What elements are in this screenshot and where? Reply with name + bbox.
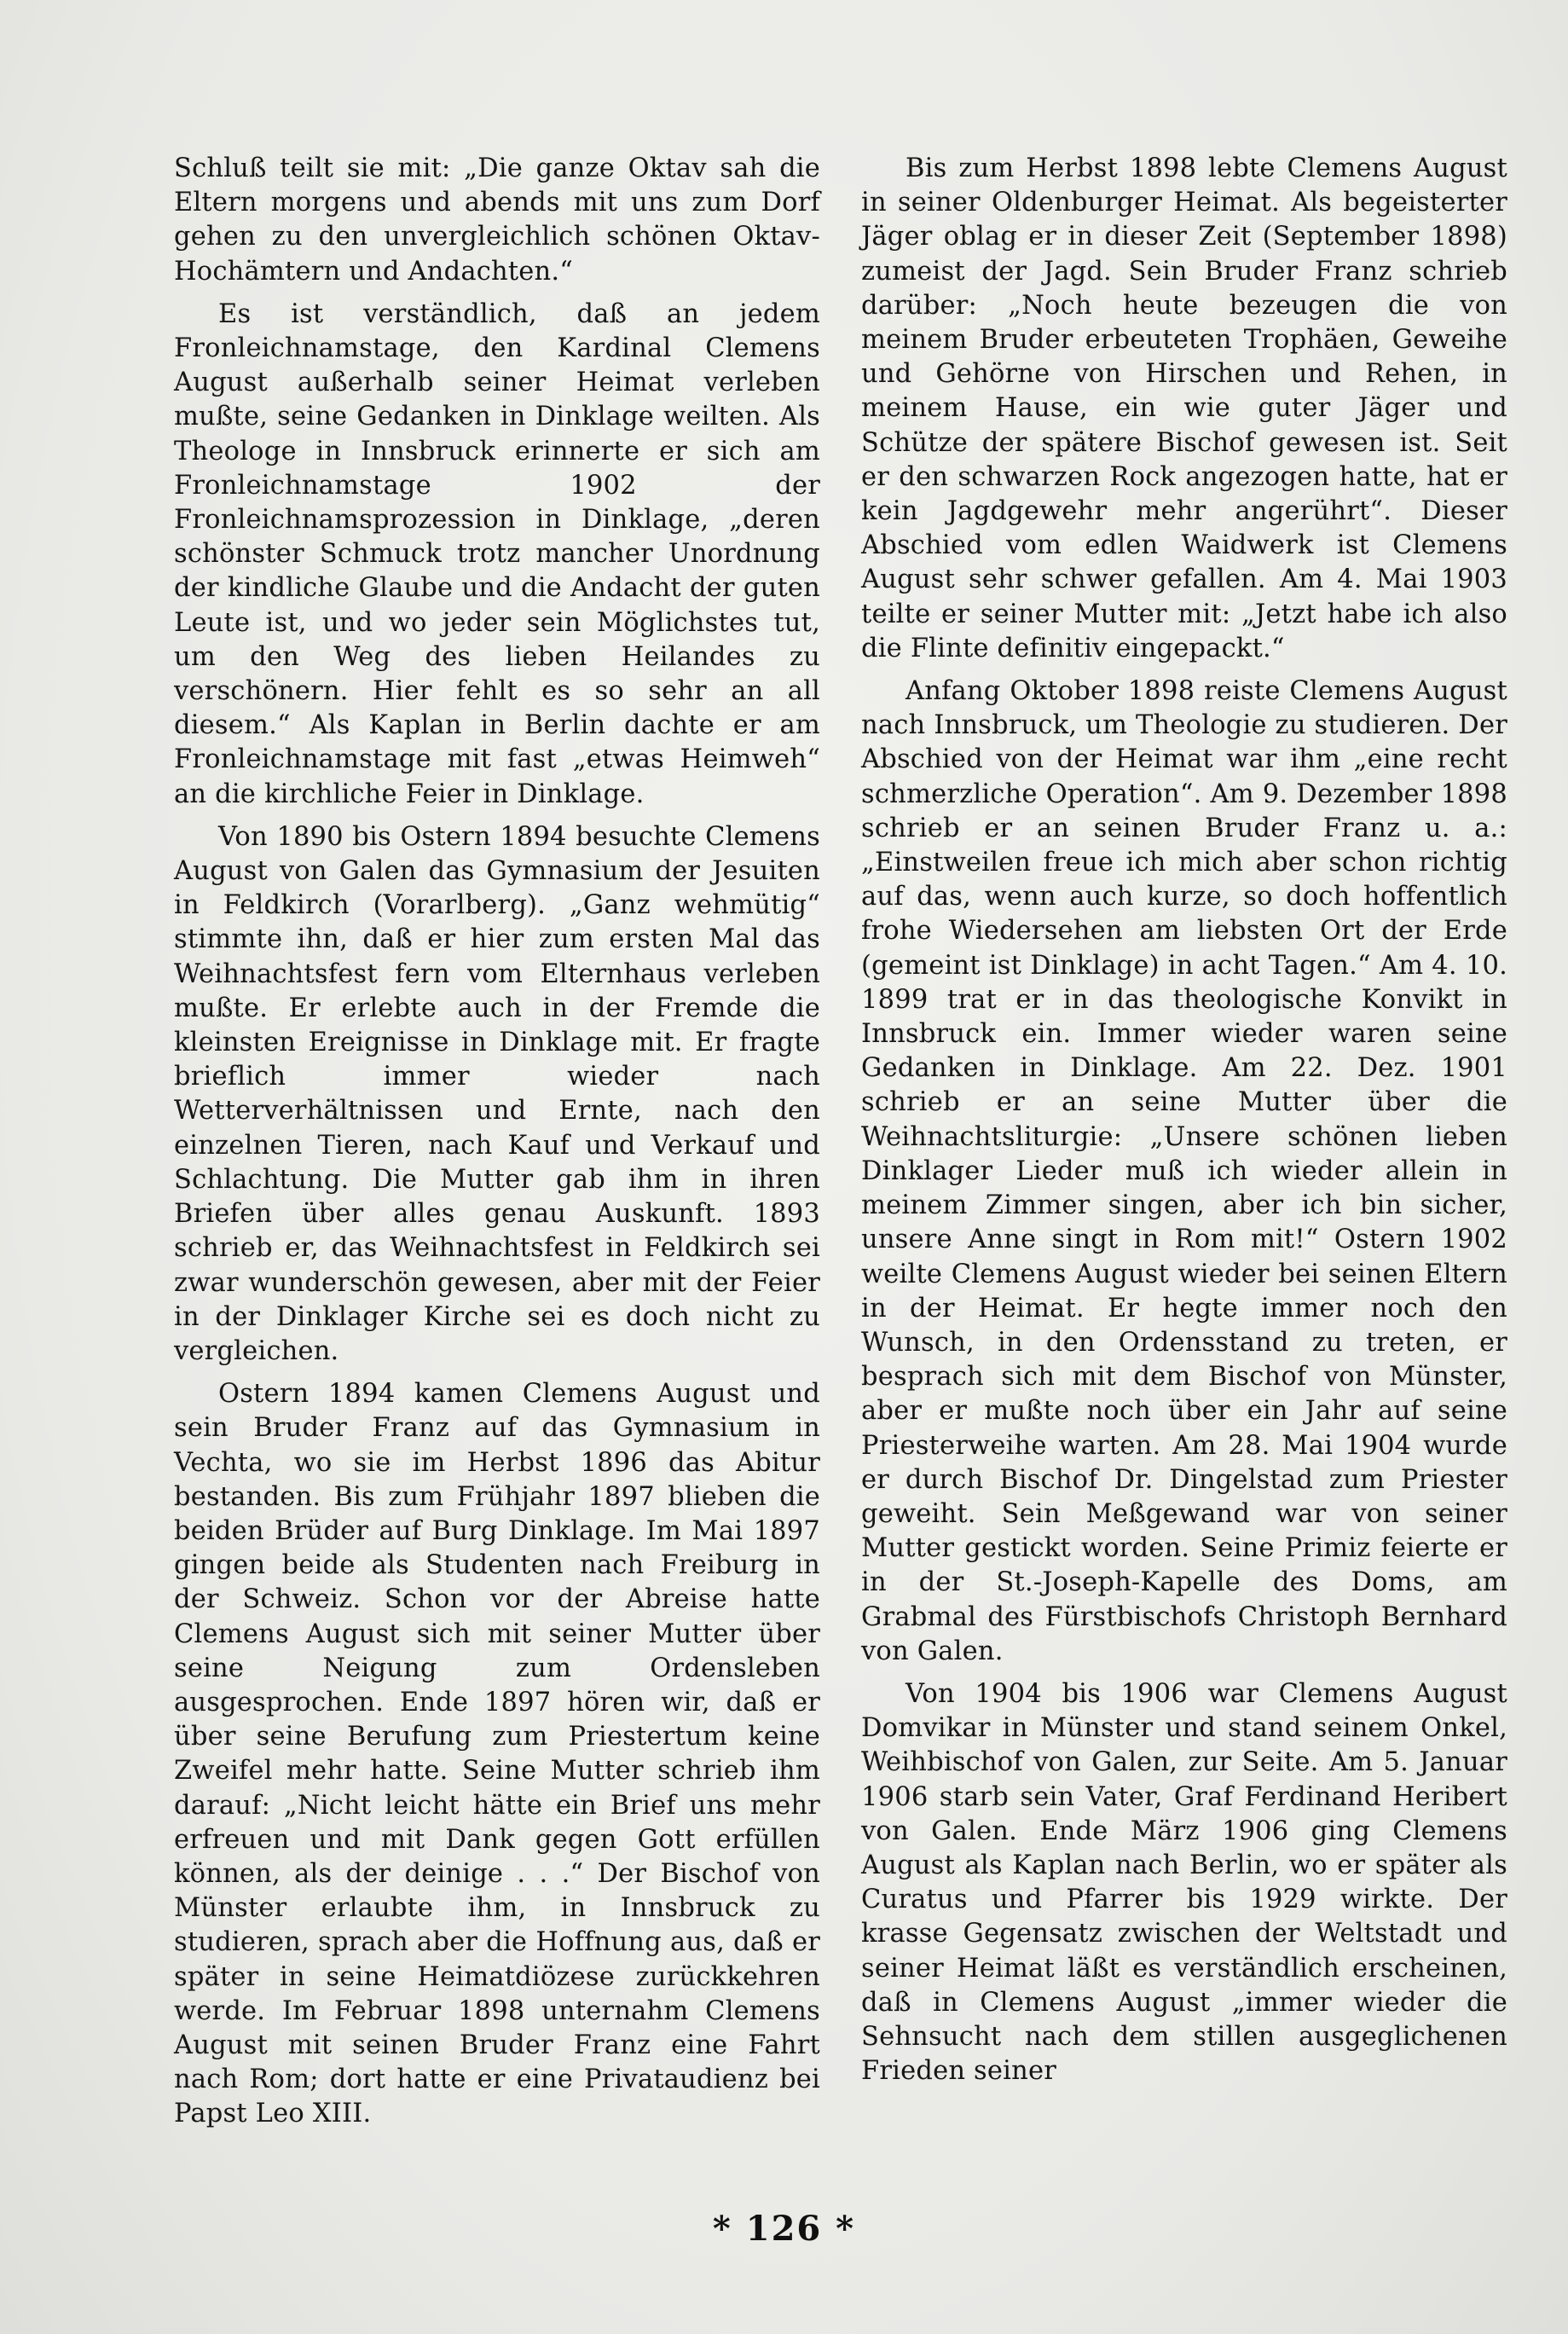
page-number: * 126 *: [712, 2209, 856, 2249]
paragraph: Ostern 1894 kamen Clemens August und sein Bruder Franz auf das Gymnasium in Vechta, wo sie im Herbst 1896 das Abitur bestanden. Bis zum Frühjahr 1897 blieben die beiden Brüder auf Burg Dinklage. Im Mai 1897 gingen beide als Studenten nach Freiburg in der Schweiz. Schon vor der Abreise hatte Clemens August sich mit seiner Mutter über seine Neigung zum Ordensleben ausgesprochen. Ende 1897 hören wir, daß er über seine Berufung zum Priestertum keine Zweifel mehr hatte. Seine Mutter schrieb ihm darauf: „Nicht leicht hätte ein Brief uns mehr erfreuen und mit Dank gegen Gott erfüllen können, als der deinige . . .“ Der Bischof von Münster erlaubte ihm, in Innsbruck zu studieren, sprach aber die Hoffnung aus, daß er später in seine Heimatdiözese zurückkehren werde. Im Februar 1898 unternahm Clemens August mit seinen Bruder Franz eine Fahrt nach Rom; dort hatte er eine Privataudienz bei Papst Leo XIII.: [174, 1379, 820, 2129]
paragraph: Schluß teilt sie mit: „Die ganze Oktav sah die Eltern morgens und abends mit uns zum Dorf gehen zu den unvergleichlich schönen Oktav-Hochämtern und Andachten.“: [174, 153, 820, 287]
paragraph: Von 1890 bis Ostern 1894 besuchte Clemens August von Galen das Gymnasium der Jesuiten in Feldkirch (Vorarlberg). „Ganz wehmütig“ stimmte ihn, daß er hier zum ersten Mal das Weihnachtsfest fern vom Elternhaus verleben mußte. Er erlebte auch in der Fremde die kleinsten Ereignisse in Dinklage mit. Er fragte brieflich immer wieder nach Wetterverhältnissen und Ernte, nach den einzelnen Tieren, nach Kauf und Verkauf und Schlachtung. Die Mutter gab ihm in ihren Briefen über alles genau Auskunft. 1893 schrieb er, das Weihnachtsfest in Feldkirch sei zwar wunderschön gewesen, aber mit der Feier in der Dinklager Kirche sei es doch nicht zu vergleichen.: [174, 821, 820, 1366]
paragraph: Bis zum Herbst 1898 lebte Clemens August in seiner Oldenburger Heimat. Als begeisterter Jäger oblag er in dieser Zeit (September 1898) zumeist der Jagd. Sein Bruder Franz schrieb darüber: „Noch heute bezeugen die von meinem Bruder erbeuteten Trophäen, Geweihe und Gehörne von Hirschen und Rehen, in meinem Hause, ein wie guter Jäger und Schütze der spätere Bischof gewesen ist. Seit er den schwarzen Rock angezogen hatte, hat er kein Jagdgewehr mehr angerührt“. Dieser Abschied vom edlen Waidwerk ist Clemens August sehr schwer gefallen. Am 4. Mai 1903 teilte er seiner Mutter mit: „Jetzt habe ich also die Flinte definitiv eingepackt.“: [861, 153, 1507, 663]
left-text-column: [174, 152, 820, 2132]
paragraph: Anfang Oktober 1898 reiste Clemens August nach Innsbruck, um Theologie zu studieren. Der Abschied von der Heimat war ihm „eine recht schmerzliche Operation“. Am 9. Dezember 1898 schrieb er an seinen Bruder Franz u. a.: „Einstweilen freue ich mich aber schon richtig auf das, wenn auch kurze, so doch hoffentlich frohe Wiedersehen am liebsten Ort der Erde (gemeint ist Dinklage) in acht Tagen.“ Am 4. 10. 1899 trat er in das theologische Konvikt in Innsbruck ein. Immer wieder waren seine Gedanken in Dinklage. Am 22. Dez. 1901 schrieb er an seine Mutter über die Weihnachtsliturgie: „Unsere schönen lieben Dinklager Lieder muß ich wieder allein in meinem Zimmer singen, aber ich bin sicher, unsere Anne singt in Rom mit!“ Ostern 1902 weilte Clemens August wieder bei seinen Eltern in der Heimat. Er hegte immer noch den Wunsch, in den Ordensstand zu treten, er besprach sich mit dem Bischof von Münster, aber er mußte noch über ein Jahr auf seine Priesterweihe warten. Am 28. Mai 1904 wurde er durch Bischof Dr. Dingelstad zum Priester geweiht. Sein Meßgewand war von seiner Mutter gestickt worden. Seine Primiz feierte er in der St.-Joseph-Kapelle des Doms, am Grabmal des Fürstbischofs Christoph Bernhard von Galen.: [861, 676, 1507, 1666]
paragraph: Es ist verständlich, daß an jedem Fronleichnamstage, den Kardinal Clemens August außerhalb seiner Heimat verleben mußte, seine Gedanken in Dinklage weilten. Als Theologe in Innsbruck erinnerte er sich am Fronleichnamstage 1902 der Fronleichnamsprozession in Dinklage, „deren schönster Schmuck trotz mancher Unordnung der kindliche Glaube und die Andacht der guten Leute ist, und wo jeder sein Möglichstes tut, um den Weg des lieben Heilandes zu verschönern. Hier fehlt es so sehr an all diesem.“ Als Kaplan in Berlin dachte er am Fronleichnamstage mit fast „etwas Heimweh“ an die kirchliche Feier in Dinklage.: [174, 298, 820, 809]
paragraph: Von 1904 bis 1906 war Clemens August Domvikar in Münster und stand seinem Onkel, Weihbischof von Galen, zur Seite. Am 5. Januar 1906 starb sein Vater, Graf Ferdinand Heribert von Galen. Ende März 1906 ging Clemens August als Kaplan nach Berlin, wo er später als Curatus und Pfarrer bis 1929 wirkte. Der krasse Gegensatz zwischen der Weltstadt und seiner Heimat läßt es verständlich erscheinen, daß in Clemens August „immer wieder die Sehnsucht nach dem stillen ausgeglichenen Frieden seiner: [861, 1678, 1507, 2087]
right-text-column: [861, 152, 1507, 2088]
